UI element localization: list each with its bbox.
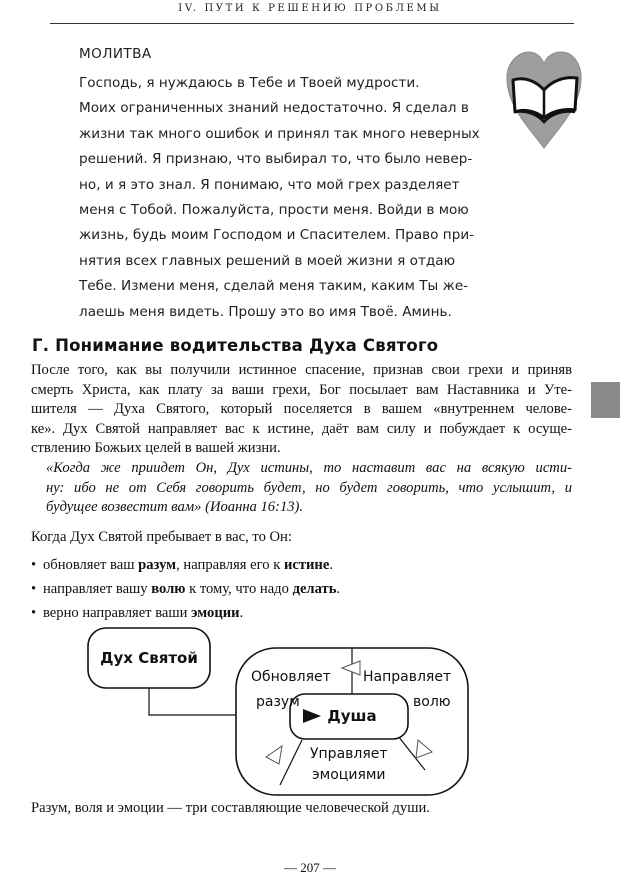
bullet-icon: • — [31, 557, 37, 573]
item-bold-word: разум — [138, 557, 177, 573]
item-bold-word: волю — [151, 581, 186, 597]
quote-line: будущее возвестит вам» (Иоанна 16:13). — [46, 499, 304, 516]
item-text: направляет вашу — [43, 581, 152, 597]
soul-label: Душа — [327, 707, 377, 725]
item-bold-word: делать — [292, 581, 337, 597]
bullet-list — [31, 553, 572, 625]
item-text: . — [239, 605, 244, 621]
soul-diagram — [80, 620, 480, 800]
item-text: . — [336, 581, 341, 597]
heart-bible-icon — [505, 50, 583, 150]
bullet-icon: • — [31, 581, 37, 597]
paragraph-line: шителя — Духа Святого, который поселяется в вашем «внутреннем челове- — [31, 401, 572, 418]
list-item — [31, 553, 572, 577]
directs-label: Направляет — [363, 669, 452, 685]
prayer-line: лаешь меня видеть. Прошу это во имя Твоё. Аминь. — [79, 303, 452, 320]
prayer-line: жизни так много ошибок и принял так много неверных — [79, 125, 480, 142]
quote-line: «Когда же приидет Он, Дух истины, то наставит вас на всякую исти- — [46, 460, 572, 476]
renews-label: разум — [256, 694, 300, 710]
item-text: обновляет ваш — [43, 557, 139, 573]
directs-label: волю — [413, 694, 451, 710]
renews-label: Обновляет — [251, 669, 331, 685]
controls-label: эмоциями — [312, 767, 386, 783]
prayer-line: нятия всех главных решений в моей жизни я отдаю — [79, 252, 456, 269]
summary-line: Разум, воля и эмоции — три составляющие человеческой души. — [31, 800, 430, 816]
item-bold-word: эмоции — [191, 605, 240, 621]
controls-label: Управляет — [310, 746, 388, 762]
paragraph-line: После того, как вы получили истинное спасение, признав свои грехи и приняв — [31, 362, 572, 378]
item-text: к тому, что надо — [185, 581, 293, 597]
bullet-icon: • — [31, 605, 37, 621]
paragraph-line: смерть Христа, как плату за ваши грехи, Бог посылает вам Наставника и Уте- — [31, 381, 572, 398]
paragraph-line: ке». Дух Святой направляет вас к истине, даёт вам силу и побуждает к осуще- — [31, 420, 572, 437]
list-intro-text: Когда Дух Святой пребывает в вас, то Он: — [31, 529, 292, 545]
body-paragraph — [31, 361, 572, 459]
prayer-line: Тебе. Измени меня, сделай меня таким, каким Ты же- — [79, 278, 469, 295]
thumb-index-tab — [591, 382, 620, 418]
list-item — [31, 577, 572, 601]
prayer-line: жизнь, будь моим Господом и Спасителем. Право при- — [79, 227, 475, 244]
prayer-line: меня с Тобой. Пожалуйста, прости меня. Войди в мою — [79, 202, 469, 219]
quote-line: ну: ибо не от Себя говорить будет, но будет говорить, что услышит, и — [46, 479, 572, 496]
prayer-line: Господь, я нуждаюсь в Тебе и Твоей мудрости. — [79, 75, 420, 91]
running-head: IV. ПУТИ К РЕШЕНИЮ ПРОБЛЕМЫ — [178, 3, 442, 14]
scripture-quote — [46, 459, 572, 518]
header-rule — [50, 23, 574, 24]
item-text: . — [329, 557, 333, 573]
section-title: Г. Понимание водительства Духа Святого — [32, 336, 439, 355]
item-text: , направляя его к — [176, 557, 284, 573]
holy-spirit-label: Дух Святой — [100, 649, 198, 667]
prayer-title: МОЛИТВА — [79, 46, 152, 62]
item-bold-word: истине — [283, 557, 330, 573]
prayer-line: Моих ограниченных знаний недостаточно. Я сделал в — [79, 100, 469, 117]
prayer-box — [79, 44, 499, 325]
page-number: — 207 — — [284, 860, 336, 875]
prayer-line: но, и я это знал. Я понимаю, что мой грех разделяет — [79, 176, 460, 193]
item-text: верно направляет ваши — [43, 605, 192, 621]
list-intro — [31, 528, 572, 548]
prayer-line: решений. Я признаю, что выбирал то, что было невер- — [79, 151, 473, 168]
paragraph-line: ствлению Божьих целей в вашей жизни. — [31, 440, 281, 457]
